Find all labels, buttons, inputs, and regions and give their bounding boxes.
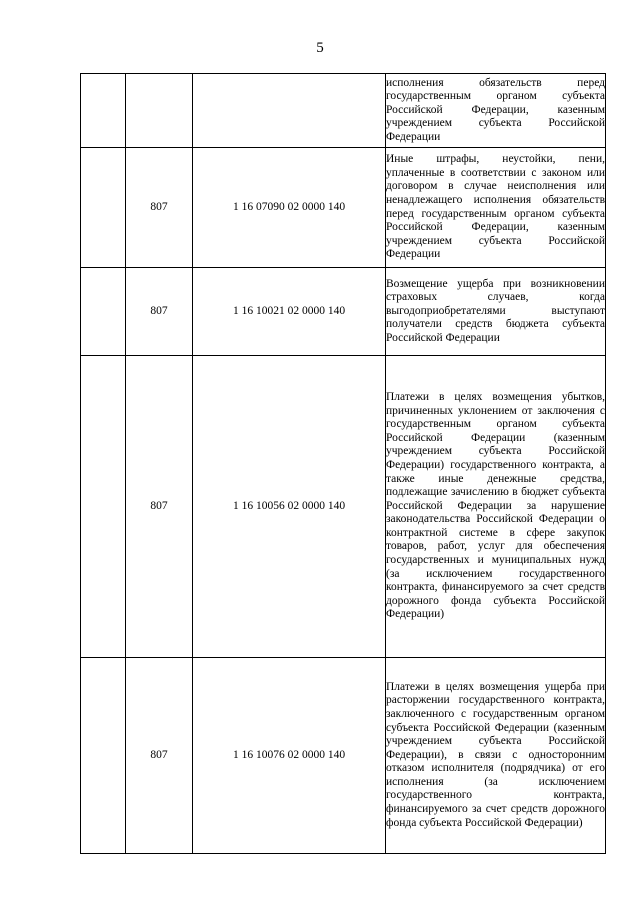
row-number-cell [81,268,126,356]
budget-classification-code-cell: 1 16 07090 02 0000 140 [193,148,386,268]
row-number-cell [81,148,126,268]
administrator-code-cell: 807 [126,356,193,658]
revenue-name-text: Иные штрафы, неустойки, пени, уплаченные в соответствии с законом или договором в случае неисполнения или ненадлежащего исполнения обязательств перед государственным органом субъекта Российской Федерации, казенным учреждением субъекта Российской Федерации [386,153,605,261]
revenue-name-text: Платежи в целях возмещения убытков, причиненных уклонением от заключения с государственным органом субъекта Российской Федерации (казенным учреждением субъекта Российской Федерации) государственного контракта, а также иные денежные средства, подлежащие зачислению в бюджет субъекта Российской Федерации за нарушение законодательства Российской Федерации о контрактной системе в сфере закупок товаров, работ, услуг для обеспечения государственных и муниципальных нужд (за исключением государственного контракта, финансируемого за счет средств дорожного фонда субъекта Российской Федерации) [386,390,605,621]
revenue-name-cell [386,268,606,356]
revenue-name-text: исполнения обязательств перед государственным органом субъекта Российской Федерации, казенным учреждением субъекта Российской Федерации [386,76,605,143]
page-number: 5 [316,40,324,56]
revenue-name-cell [386,148,606,268]
revenue-name-text: Возмещение ущерба при возникновении страховых случаев, когда выгодоприобретателями выступают получатели средств бюджета субъекта Российской Федерации [386,277,605,344]
revenue-name-cell [386,658,606,854]
budget-classification-code-cell: 1 16 10021 02 0000 140 [193,268,386,356]
row-number-cell [81,356,126,658]
budget-classification-code-cell [193,74,386,148]
revenue-name-text: Платежи в целях возмещения ущерба при расторжении государственного контракта, заключенного с государственным органом субъекта Российской Федерации (казенным учреждением субъекта Российской Федерации), в связи с односторонним отказом исполнителя (подрядчика) от его исполнения (за исключением государственного контракта, финансируемого за счет средств дорожного фонда субъекта Российской Федерации) [386,680,605,829]
revenue-name-cell [386,356,606,658]
budget-classification-code-cell: 1 16 10056 02 0000 140 [193,356,386,658]
budget-classification-code-cell: 1 16 10076 02 0000 140 [193,658,386,854]
table-row [81,74,606,148]
administrator-code-cell: 807 [126,268,193,356]
table-row [81,658,606,854]
row-number-cell [81,74,126,148]
revenue-name-cell [386,74,606,148]
administrator-code-cell: 807 [126,658,193,854]
table-row [81,268,606,356]
table-row [81,148,606,268]
table-row [81,356,606,658]
administrator-code-cell: 807 [126,148,193,268]
row-number-cell [81,658,126,854]
revenue-codes-table [80,73,606,854]
administrator-code-cell [126,74,193,148]
